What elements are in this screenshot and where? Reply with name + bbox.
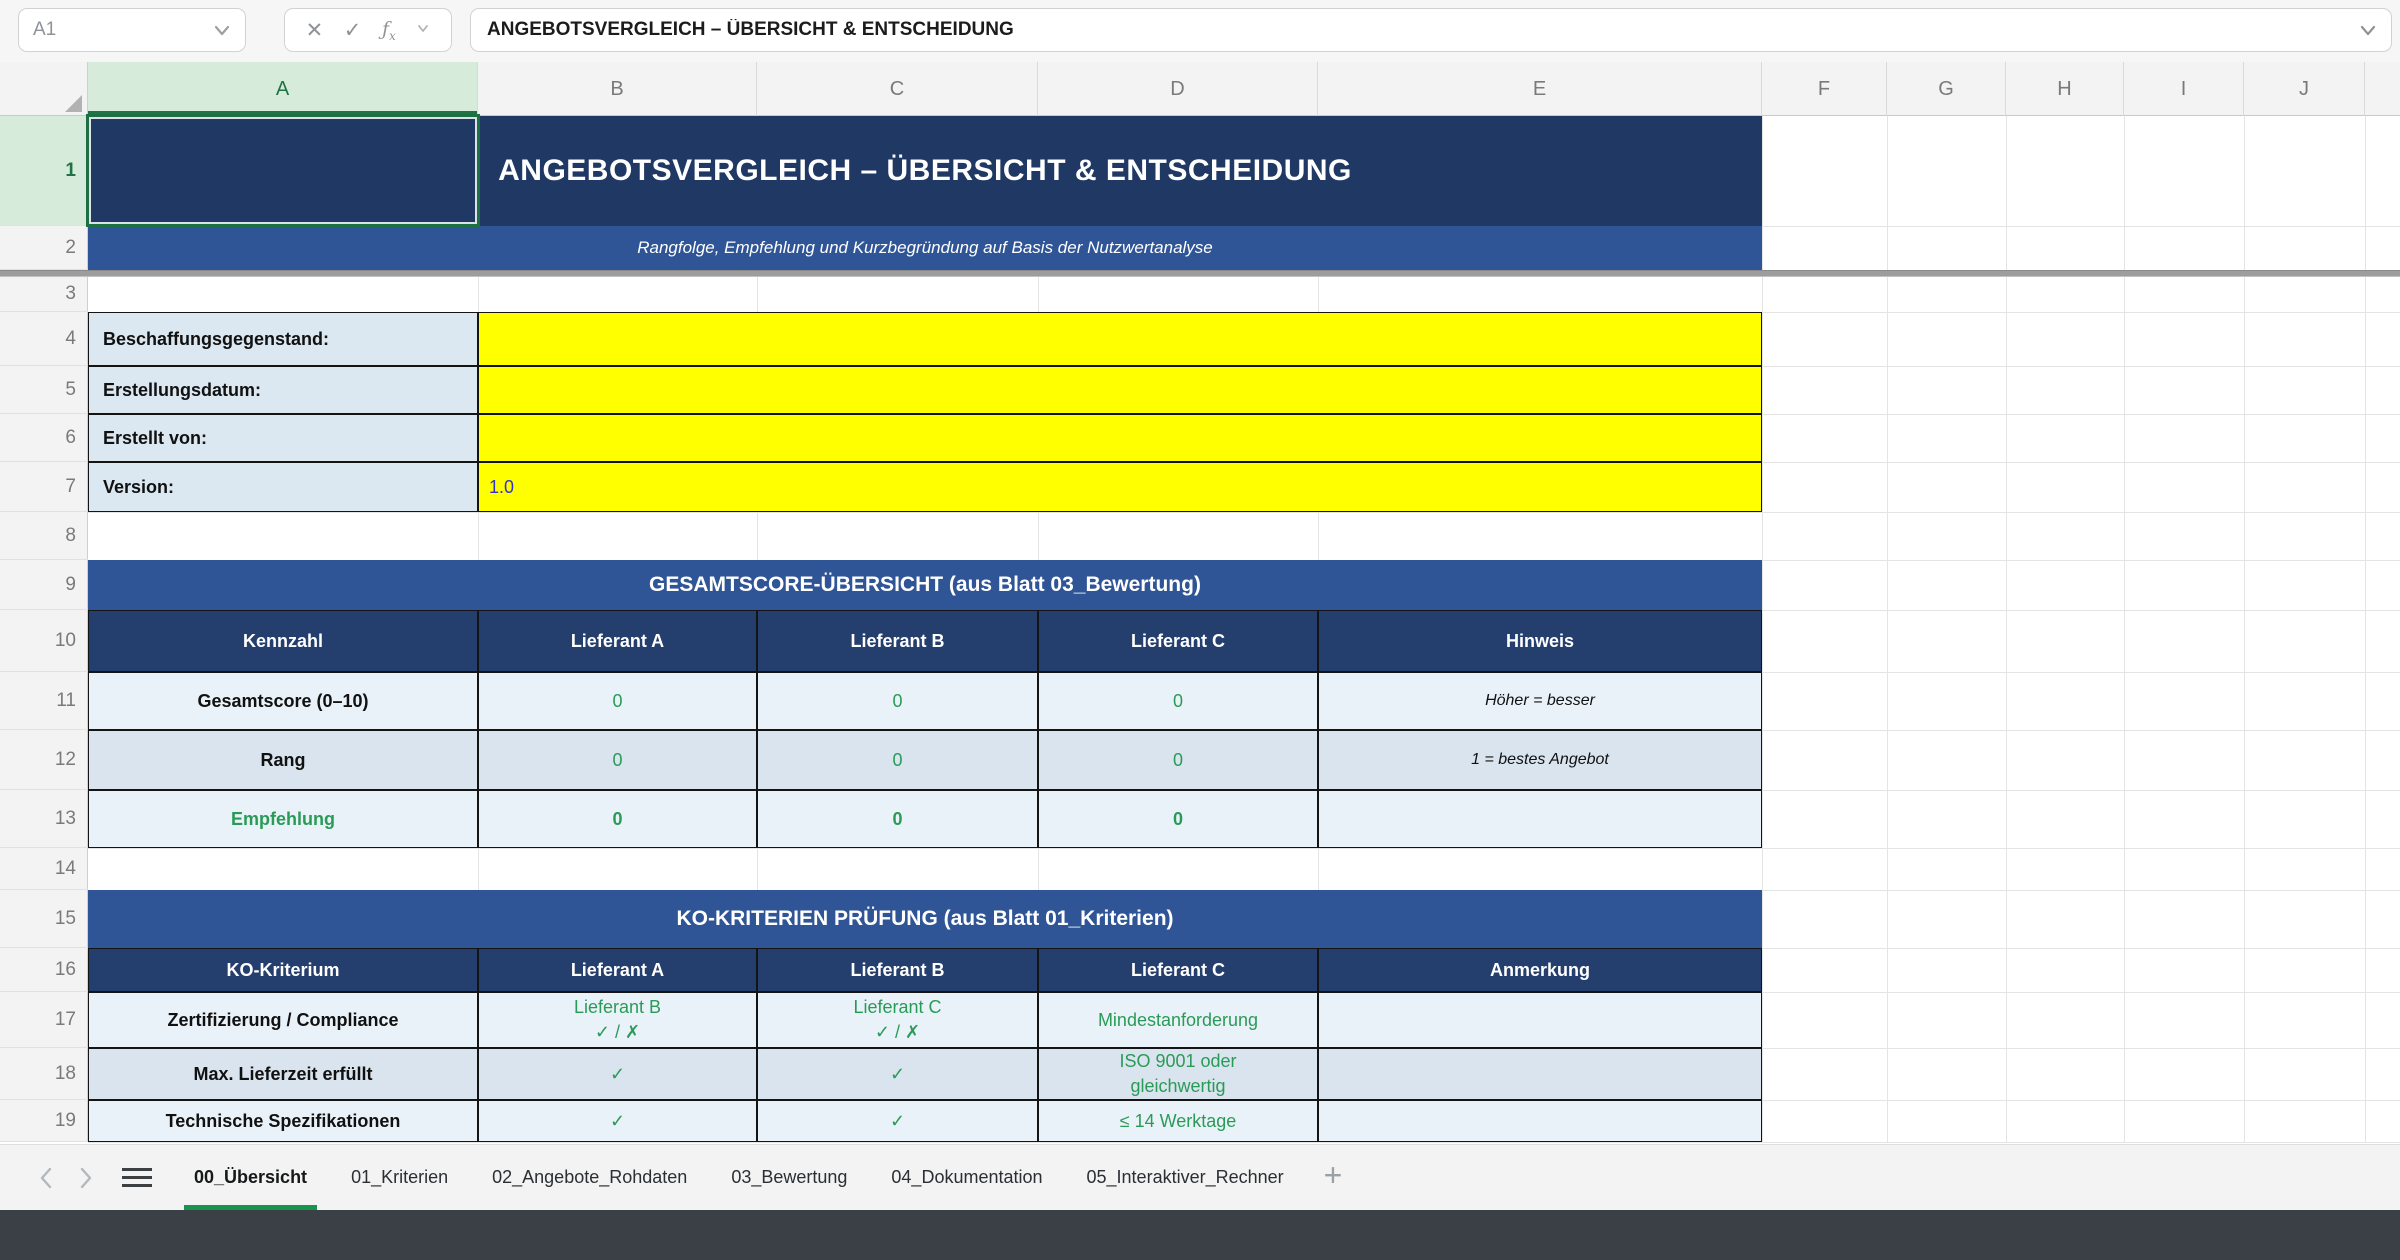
- ko-value: ISO 9001 oder gleichwertig: [1119, 1051, 1237, 1096]
- formula-bar-expand-icon[interactable]: [2357, 19, 2379, 41]
- meta-label-text: Version:: [103, 476, 175, 497]
- meta-label-text: Erstellt von:: [103, 427, 208, 448]
- cell-score-hint[interactable]: [1318, 730, 1762, 790]
- ko-row-label: Zertifizierung / Compliance: [167, 1009, 399, 1030]
- score-row-label: Empfehlung: [231, 808, 335, 829]
- cell-ko-header[interactable]: [88, 948, 478, 992]
- sheet-tab-label: 03_Bewertung: [731, 1167, 848, 1187]
- window-footer: [0, 1210, 2400, 1260]
- sheet-subtitle: Rangfolge, Empfehlung und Kurzbegründung auf Basis der Nutzwertanalyse: [637, 238, 1213, 257]
- row-header-19[interactable]: 19: [0, 1100, 88, 1142]
- score-hint: 1 = bestes Angebot: [1471, 751, 1609, 768]
- score-banner-text: GESAMTSCORE-ÜBERSICHT (aus Blatt 03_Bewertung): [649, 573, 1201, 596]
- sheet-tab-label: 02_Angebote_Rohdaten: [492, 1167, 688, 1187]
- cell-meta-label[interactable]: [88, 462, 478, 512]
- column-header-C[interactable]: C: [757, 62, 1038, 116]
- row-header-18[interactable]: 18: [0, 1048, 88, 1100]
- score-value: 0: [612, 749, 623, 770]
- score-row-label: Rang: [260, 749, 306, 770]
- ko-header-text: Lieferant A: [570, 959, 665, 980]
- score-value: 0: [1172, 690, 1183, 711]
- select-all-corner[interactable]: [0, 62, 88, 116]
- ko-value: Mindestanforderung: [1097, 1009, 1259, 1030]
- tab-scroll-right-icon[interactable]: [66, 1158, 106, 1198]
- insert-function-icon[interactable]: $ƒ_x$: [381, 17, 396, 43]
- column-header-I[interactable]: I: [2124, 62, 2244, 116]
- row-header-8[interactable]: 8: [0, 512, 88, 560]
- row-header-1[interactable]: 1: [0, 116, 88, 226]
- cell-ko-label[interactable]: [88, 1048, 478, 1100]
- ko-header-text: KO-Kriterium: [226, 959, 340, 980]
- cell-ko-note[interactable]: [1318, 992, 1762, 1048]
- cell-ko-header[interactable]: [478, 948, 757, 992]
- row-header-2[interactable]: 2: [0, 226, 88, 270]
- score-value: 0: [1172, 749, 1183, 770]
- score-value: 0: [892, 749, 903, 770]
- formula-input[interactable]: [470, 8, 2392, 52]
- cell-meta-input[interactable]: [478, 366, 1762, 414]
- cell-score-hint[interactable]: [1318, 672, 1762, 730]
- cell-meta-input[interactable]: [478, 462, 1762, 512]
- ko-value: ✓: [609, 1110, 626, 1131]
- gridline: [88, 1142, 2400, 1143]
- score-hint: Höher = besser: [1485, 692, 1595, 709]
- cell-ko-banner[interactable]: [88, 890, 1762, 948]
- cell-ko-value[interactable]: [478, 1048, 757, 1100]
- score-header-text: Lieferant A: [570, 630, 665, 651]
- column-header-H[interactable]: H: [2006, 62, 2124, 116]
- row-header-12[interactable]: 12: [0, 730, 88, 790]
- column-header-F[interactable]: F: [1762, 62, 1887, 116]
- row-header-5[interactable]: 5: [0, 366, 88, 414]
- score-value: 0: [1172, 808, 1183, 829]
- cell-ko-value[interactable]: [1038, 1100, 1318, 1142]
- row-header-17[interactable]: 17: [0, 992, 88, 1048]
- row-header-10[interactable]: 10: [0, 610, 88, 672]
- sheet-tab-02_Angebote_Rohdaten[interactable]: [470, 1145, 709, 1211]
- cell-ko-header[interactable]: [1318, 948, 1762, 992]
- cell-meta-label[interactable]: [88, 312, 478, 366]
- cell-ko-value[interactable]: [757, 1100, 1038, 1142]
- ko-value: ✓: [889, 1110, 906, 1131]
- cell-meta-label[interactable]: [88, 414, 478, 462]
- score-row-label: Gesamtscore (0–10): [197, 690, 369, 711]
- ko-value: Lieferant B ✓ / ✗: [573, 997, 662, 1042]
- row-header-3[interactable]: 3: [0, 277, 88, 312]
- cell-ko-value[interactable]: [478, 1100, 757, 1142]
- row-header-11[interactable]: 11: [0, 672, 88, 730]
- ko-value: ✓: [609, 1063, 626, 1084]
- cancel-entry-icon[interactable]: ✕: [305, 18, 324, 42]
- ko-value: ≤ 14 Werktage: [1119, 1110, 1237, 1131]
- cell-ko-label[interactable]: [88, 992, 478, 1048]
- sheet-tab-01_Kriterien[interactable]: [329, 1145, 470, 1211]
- select-all-triangle-icon: [65, 95, 82, 112]
- sheet-tab-03_Bewertung[interactable]: [709, 1145, 869, 1211]
- cell-score-banner[interactable]: [88, 560, 1762, 610]
- cell-title-banner[interactable]: [88, 116, 1762, 226]
- cell-score-header[interactable]: [478, 610, 757, 672]
- cell-score-header[interactable]: [1318, 610, 1762, 672]
- cell-subtitle-banner[interactable]: [88, 226, 1762, 270]
- column-header-E[interactable]: E: [1318, 62, 1762, 116]
- score-header-text: Lieferant C: [1130, 630, 1226, 651]
- cell-score-value[interactable]: [757, 672, 1038, 730]
- ko-row-label: Technische Spezifikationen: [165, 1110, 401, 1131]
- row-header-14[interactable]: 14: [0, 848, 88, 890]
- sheet-tab-label: 00_Übersicht: [194, 1167, 308, 1187]
- score-value: 0: [612, 690, 623, 711]
- column-header-J[interactable]: J: [2244, 62, 2365, 116]
- cell-score-header[interactable]: [757, 610, 1038, 672]
- column-header-A[interactable]: A: [88, 62, 478, 116]
- sheet-tab-label: 01_Kriterien: [351, 1167, 449, 1187]
- row-header-4[interactable]: 4: [0, 312, 88, 366]
- cell-score-label[interactable]: [88, 672, 478, 730]
- ko-header-text: Lieferant B: [850, 959, 945, 980]
- row-header-15[interactable]: 15: [0, 890, 88, 948]
- cell-score-value[interactable]: [478, 730, 757, 790]
- cell-score-value[interactable]: [757, 730, 1038, 790]
- formula-buttons: [284, 8, 452, 52]
- sheet-title: ANGEBOTSVERGLEICH – ÜBERSICHT & ENTSCHEIDUNG: [498, 154, 1352, 187]
- column-header-B[interactable]: B: [478, 62, 757, 116]
- row-header-9[interactable]: 9: [0, 560, 88, 610]
- cell-score-value[interactable]: [478, 672, 757, 730]
- cell-ko-value[interactable]: [757, 992, 1038, 1048]
- cell-score-value[interactable]: [478, 790, 757, 848]
- sheet-tab-label: 05_Interaktiver_Rechner: [1086, 1167, 1284, 1187]
- cell-meta-input[interactable]: [478, 414, 1762, 462]
- row-header-13[interactable]: 13: [0, 790, 88, 848]
- cell-score-label[interactable]: [88, 730, 478, 790]
- name-box[interactable]: [18, 8, 246, 52]
- tab-scroll-left-icon[interactable]: [26, 1158, 66, 1198]
- cell-score-label[interactable]: [88, 790, 478, 848]
- sheet-tab-00_Übersicht[interactable]: [172, 1145, 329, 1211]
- cell-score-hint[interactable]: [1318, 790, 1762, 848]
- chevron-down-icon[interactable]: [211, 19, 233, 41]
- cell-score-value[interactable]: [757, 790, 1038, 848]
- row-header-7[interactable]: 7: [0, 462, 88, 512]
- score-value: 0: [892, 808, 903, 829]
- sheet-tab-bar: [0, 1144, 2400, 1210]
- cell-score-value[interactable]: [1038, 790, 1318, 848]
- cell-ko-value[interactable]: [757, 1048, 1038, 1100]
- cell-score-header[interactable]: [88, 610, 478, 672]
- ko-header-text: Lieferant C: [1130, 959, 1226, 980]
- sheet-tab-05_Interaktiver_Rechner[interactable]: [1065, 1145, 1306, 1211]
- ko-value: Lieferant C ✓ / ✗: [853, 997, 942, 1042]
- ko-header-text: Anmerkung: [1489, 959, 1590, 980]
- cell-ko-note[interactable]: [1318, 1100, 1762, 1142]
- function-dropdown-icon[interactable]: [416, 21, 430, 40]
- column-header-G[interactable]: G: [1887, 62, 2006, 116]
- meta-label-text: Erstellungsdatum:: [103, 379, 262, 400]
- add-sheet-button[interactable]: +: [1323, 1157, 1343, 1193]
- sheet-menu-icon[interactable]: [122, 1167, 152, 1189]
- ko-banner-text: KO-KRITERIEN PRÜFUNG (aus Blatt 01_Kriterien): [676, 907, 1174, 930]
- gridline: [88, 512, 2400, 513]
- ko-row-label: Max. Lieferzeit erfüllt: [193, 1063, 373, 1084]
- cell-ko-header[interactable]: [1038, 948, 1318, 992]
- cell-ko-label[interactable]: [88, 1100, 478, 1142]
- column-header-D[interactable]: D: [1038, 62, 1318, 116]
- sheet-tab-label: 04_Dokumentation: [891, 1167, 1043, 1187]
- cell-ko-value[interactable]: [478, 992, 757, 1048]
- score-header-text: Hinweis: [1505, 630, 1575, 651]
- confirm-entry-icon[interactable]: ✓: [343, 18, 362, 42]
- cell-score-value[interactable]: [1038, 672, 1318, 730]
- cell-ko-note[interactable]: [1318, 1048, 1762, 1100]
- formula-toolbar: [0, 0, 2400, 63]
- cell-score-header[interactable]: [1038, 610, 1318, 672]
- pane-divider: [0, 270, 2400, 277]
- ko-value: ✓: [889, 1063, 906, 1084]
- cell-score-value[interactable]: [1038, 730, 1318, 790]
- gridline: [88, 848, 2400, 849]
- cell-meta-label[interactable]: [88, 366, 478, 414]
- score-value: 0: [612, 808, 623, 829]
- meta-label-text: Beschaffungsgegenstand:: [103, 328, 330, 349]
- cell-meta-input[interactable]: [478, 312, 1762, 366]
- score-header-text: Lieferant B: [850, 630, 945, 651]
- cell-ko-header[interactable]: [757, 948, 1038, 992]
- name-box-cell-ref: A1: [33, 19, 57, 40]
- score-value: 0: [892, 690, 903, 711]
- row-header-16[interactable]: 16: [0, 948, 88, 992]
- formula-text: ANGEBOTSVERGLEICH – ÜBERSICHT & ENTSCHEIDUNG: [487, 19, 1014, 40]
- cell-ko-value[interactable]: [1038, 1048, 1318, 1100]
- meta-value-text: 1.0: [489, 476, 515, 497]
- cell-ko-value[interactable]: [1038, 992, 1318, 1048]
- sheet-tab-04_Dokumentation[interactable]: [869, 1145, 1064, 1211]
- row-header-6[interactable]: 6: [0, 414, 88, 462]
- score-header-text: Kennzahl: [242, 630, 323, 651]
